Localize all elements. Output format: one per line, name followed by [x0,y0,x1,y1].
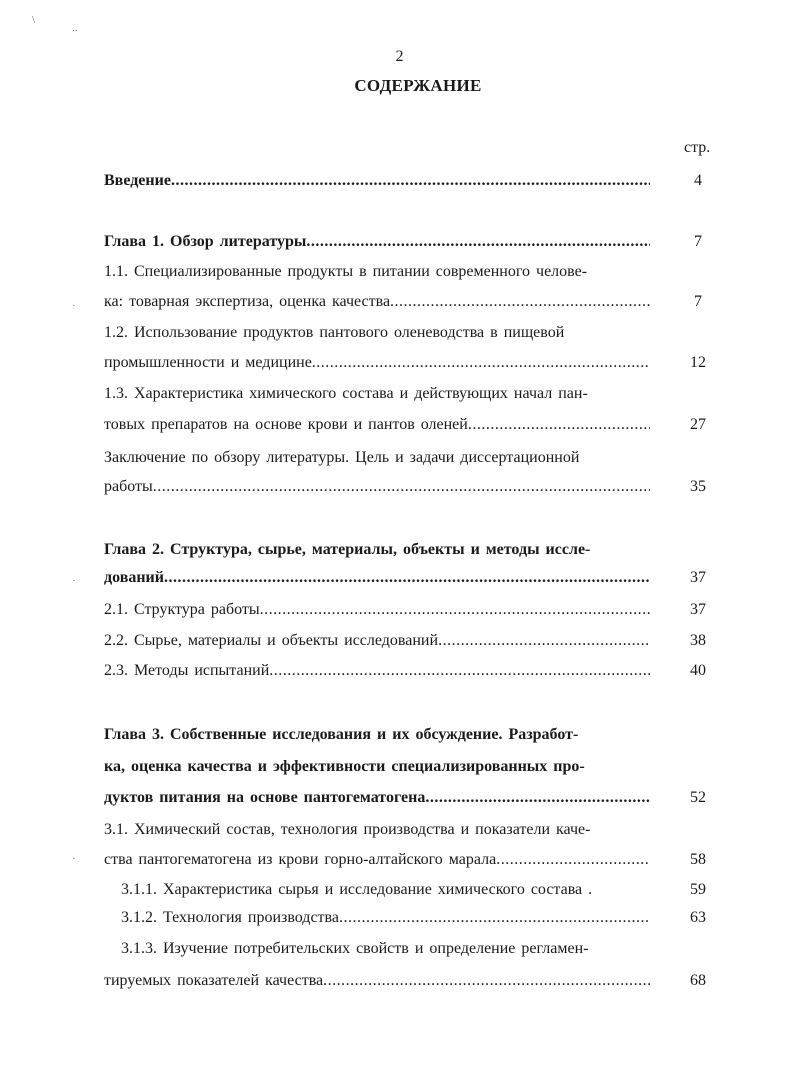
dot-leader [260,595,650,625]
toc-entry-text: 2.2. Сырье, материалы и объекты исследований [104,632,439,649]
toc-entry-page: 4 [694,172,702,189]
scan-speck: · [72,853,76,865]
toc-entry-text: 3.1. Химический состав, технология производства и показатели каче- [104,821,591,838]
dot-leader [306,227,650,257]
toc-entry-page: 35 [690,478,706,495]
toc-entry-text: работы [104,478,153,495]
toc-entry-text: Заключение по обзору литературы. Цель и задачи диссертационной [104,449,580,466]
toc-entry-text: Глава 1. Обзор литературы [104,233,307,250]
toc-entry-page: 38 [690,632,706,649]
toc-entry-page: 58 [690,851,706,868]
toc-entry-text: 3.1.1. Характеристика сырья и исследование химического состава . [121,881,593,898]
toc-entry-page: 52 [690,789,706,806]
page-title: СОДЕРЖАНИЕ [354,76,482,95]
dot-leader [171,166,650,196]
toc-entry-text: дований [104,569,164,586]
toc-entry-page: 27 [690,416,706,433]
toc-entry-page: 63 [690,909,706,926]
dot-leader [339,903,650,933]
toc-entry-text: тируемых показателей качества [104,972,324,989]
toc-entry-text: 1.1. Специализированные продукты в питании современного челове- [104,263,588,280]
dot-leader [153,472,650,502]
dot-leader [269,656,650,686]
toc-entry-text: ка, оценка качества и эффективности специализированных про- [104,758,585,775]
toc-entry-text: 2.1. Структура работы [104,601,260,618]
toc-entry-text: промышленности и медицине [104,354,312,371]
scan-speck: · [72,575,76,587]
scan-speck: .. [72,22,78,34]
scan-speck: \ [32,14,36,26]
toc-entry-page: 59 [690,881,706,898]
toc-entry-text: ка: товарная экспертиза, оценка качества [104,293,391,310]
toc-entry-text: товых препаратов на основе крови и пантов оленей [104,416,468,433]
toc-entry-text: 1.2. Использование продуктов пантового оленеводства в пищевой [104,324,565,341]
scan-speck: · [72,300,76,312]
dot-leader [164,563,650,593]
dot-leader [312,348,650,378]
toc-entry-page: 37 [690,569,706,586]
toc-entry-text: Глава 3. Собственные исследования и их обсуждение. Разработ- [104,726,579,743]
dot-leader [468,410,650,440]
toc-entry-text: 2.3. Методы испытаний [104,662,270,679]
toc-entry-text: Глава 2. Структура, сырье, материалы, объекты и методы иссле- [104,541,591,558]
dot-leader [438,626,650,656]
page-column-label: стр. [684,139,711,156]
toc-entry-text: 1.3. Характеристика химического состава и действующих начал пан- [104,385,588,402]
toc-entry-page: 12 [690,354,706,371]
dot-leader [496,845,650,875]
toc-entry-page: 7 [694,233,702,250]
toc-entry-text: 3.1.2. Технология производства [121,909,339,926]
toc-entry-text: Введение [104,172,171,189]
toc-entry-text: дуктов питания на основе пантогематогена [104,789,426,806]
dot-leader [390,287,650,317]
dot-leader [323,966,650,996]
toc-entry-page: 7 [694,293,702,310]
toc-entry-page: 68 [690,972,706,989]
toc-entry-text: 3.1.3. Изучение потребительских свойств и определение регламен- [121,940,589,957]
toc-entry-page: 37 [690,601,706,618]
toc-entry-page: 40 [690,662,706,679]
page-number: 2 [395,48,404,65]
dot-leader [425,783,650,813]
toc-entry-text: ства пантогематогена из крови горно-алтайского марала [104,851,497,868]
